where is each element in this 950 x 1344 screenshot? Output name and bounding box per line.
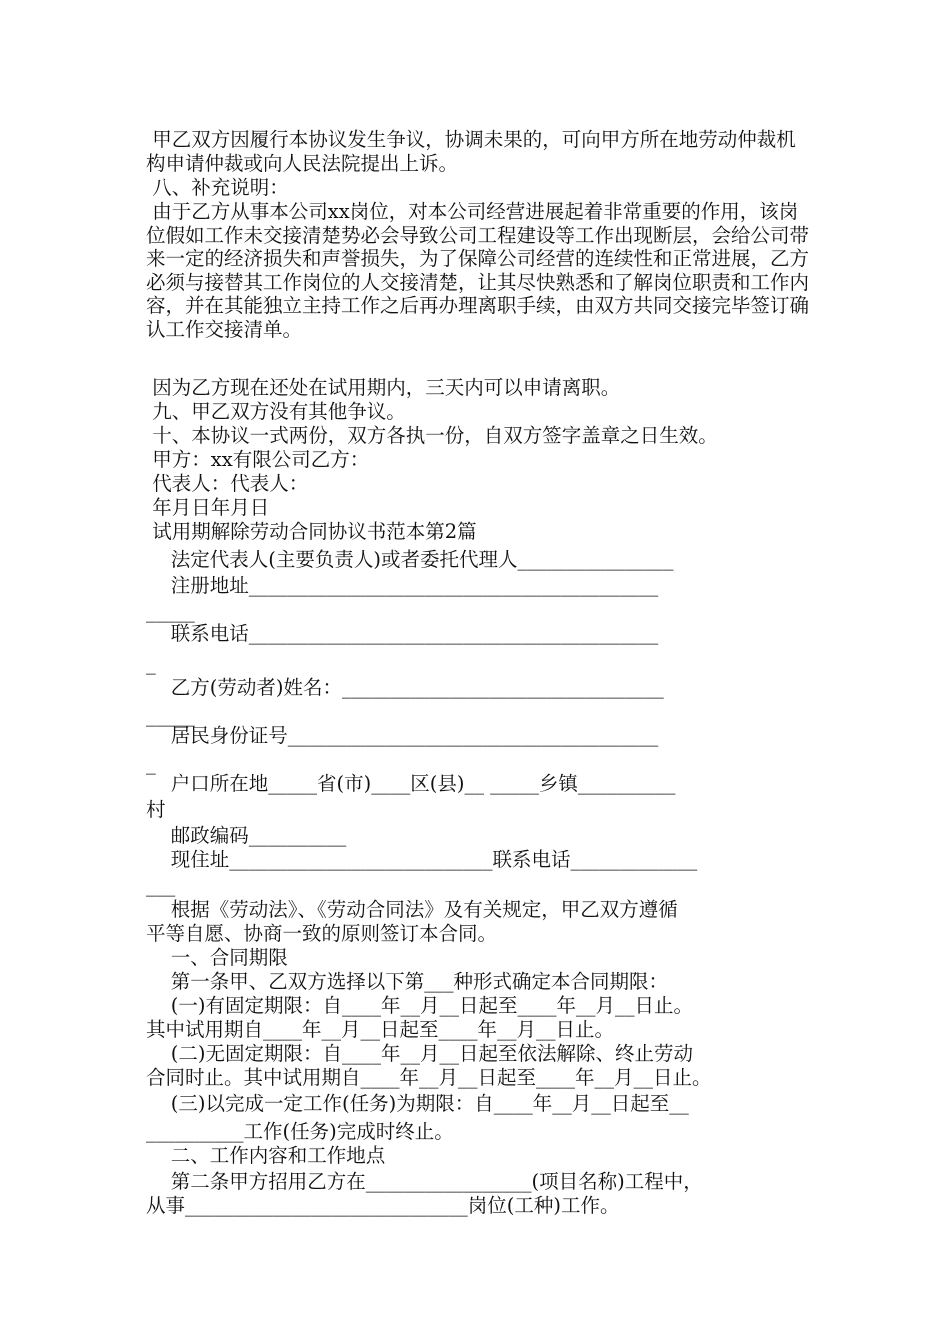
phone-field-cont: _ <box>146 652 156 675</box>
paragraph-probation: 因为乙方现在还处在试用期内，三天内可以申请离职。 <box>146 376 621 399</box>
employee-name-field-cont: _____ <box>146 704 195 727</box>
registered-address-field-cont: _____ <box>146 600 195 623</box>
heading-work-content: 二、工作内容和工作地点 <box>146 1144 386 1167</box>
employee-name-field: 乙方(劳动者)姓名：_________________________________ <box>146 676 664 699</box>
postal-code-field: 邮政编码__________ <box>146 824 347 847</box>
open-term-line-1: (二)无固定期限：自____年__月__日起至依法解除、终止劳动 <box>146 1042 694 1065</box>
heading-supplement: 八、补充说明： <box>146 176 289 199</box>
registered-address-field: 注册地址__________________________________________ <box>146 574 659 597</box>
task-term-line-1: (三)以完成一定工作(任务)为期限：自____年__月__日起至__ <box>146 1092 689 1115</box>
heading-contract-term: 一、合同期限 <box>146 946 288 969</box>
task-term-line-2: __________工作(任务)完成时终止。 <box>146 1120 454 1143</box>
article-two-line-2: 从事_____________________________岗位(工种)工作。 <box>146 1194 620 1217</box>
household-address-field: 户口所在地_____省(市)____区(县)__ _____乡镇__________ <box>146 772 676 795</box>
preamble-line-1: 根据《劳动法》、《劳动合同法》及有关规定，甲乙双方遵循 <box>146 898 678 921</box>
paragraph-dispute: 甲乙双方因履行本协议发生争议，协调未果的，可向甲方所在地劳动仲裁机构申请仲裁或向人民法院提出上诉。 <box>146 128 796 175</box>
section-title: 试用期解除劳动合同协议书范本第2篇 <box>146 520 477 543</box>
id-number-field-cont: _ <box>146 752 156 775</box>
paragraph-supplement: 由于乙方从事本公司xx岗位，对本公司经营进展起着非常重要的作用，该岗位假如工作未交接清楚势必会导致公司工程建设等工作出现断层，会给公司带来一定的经济损失和声誉损失，为了保障公司经营的连续性和正常进展，乙方必须与接替其工作岗位的人交接清楚，让其尽快熟悉和了解岗位职责和工作内容，并在其能独立主持工作之后再办理离职手续，由双方共同交接完毕签订确认工作交接清单。 <box>146 200 810 341</box>
open-term-line-2: 合同时止。其中试用期自____年__月__日起至____年__月__日止。 <box>146 1066 712 1089</box>
id-number-field: 居民身份证号______________________________________ <box>146 724 659 747</box>
current-address-field-cont: ___ <box>146 874 176 897</box>
article-two-line-1: 第二条甲方招用乙方在_________________(项目名称)工程中， <box>146 1170 703 1193</box>
phone-field: 联系电话__________________________________________ <box>146 622 659 645</box>
party-line: 甲方：xx有限公司乙方： <box>146 448 370 471</box>
article-one: 第一条甲、乙双方选择以下第___种形式确定本合同期限： <box>146 970 669 993</box>
current-address-field: 现住址___________________________联系电话_____________ <box>146 848 698 871</box>
representative-line: 代表人：代表人： <box>146 472 309 495</box>
heading-no-dispute: 九、甲乙双方没有其他争议。 <box>146 400 406 423</box>
date-line: 年月日年月日 <box>146 496 270 519</box>
heading-copies: 十、本协议一式两份，双方各执一份，自双方签字盖章之日生效。 <box>146 424 718 447</box>
household-address-field-cont: 村 <box>146 798 166 821</box>
legal-representative-field: 法定代表人(主要负责人)或者委托代理人________________ <box>146 548 674 571</box>
fixed-term-line-2: 其中试用期自____年__月__日起至____年__月__日止。 <box>146 1018 615 1041</box>
preamble-line-2: 平等自愿、协商一致的原则签订本合同。 <box>146 922 498 945</box>
fixed-term-line-1: (一)有固定期限：自____年__月__日起至____年__月__日止。 <box>146 994 694 1017</box>
